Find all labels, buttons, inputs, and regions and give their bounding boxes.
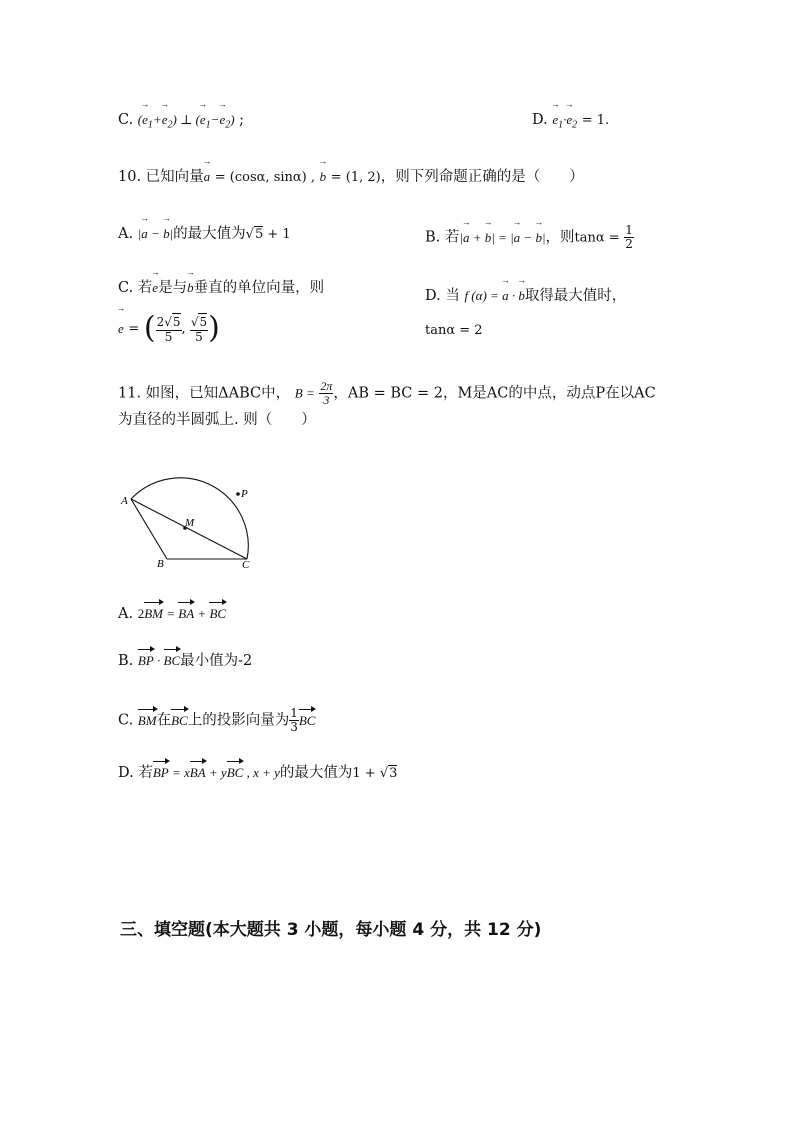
q9-option-c: C. (→ $e_1+\to e_2$) ⊥ (→ $e_1-\to e_2$) ; [118, 110, 244, 136]
section-3-heading: 三、填空题(本大题共 3 小题，每小题 4 分，共 12 分) [120, 920, 542, 940]
q11-option-b: B. BP · BC最小值为-2 [118, 653, 253, 669]
q10-option-c: C. 若→ e是与→ b垂直的单位向量，则 [118, 278, 324, 298]
q10-option-b: B. 若|→ a + → b| = |→ a − → b|，则tanα = $\frac{1}{2}$ [425, 224, 634, 251]
q11-figure [115, 460, 295, 575]
q11-option-d: D. 若BP = xBA + yBC , x + y的最大值为1 + √3 [118, 765, 398, 781]
fraction-one-half: $\frac{1}{2}$ [625, 223, 633, 251]
label-m: M [185, 517, 195, 529]
label-a: A [121, 495, 128, 507]
label-p: P [241, 488, 248, 500]
q11-option-a: A. 2BM = BA + BC [118, 606, 227, 622]
q10-optd-tan: tanα = 2 [425, 323, 483, 338]
q10-option-a: A. |→ a − → b|的最大值为√5 + 1 [118, 224, 291, 245]
label-c: C [242, 559, 250, 571]
q10-optc-vector: → e = ( $\frac{2√5}{5}$ , $\frac{√5}{5}$ ) [118, 313, 220, 345]
q11-option-c: C. BM在BC上的投影向量为 $\frac{1}{3}$ BC [118, 706, 316, 734]
q10-stem: 10. 已知向量→ a = (cosα, sinα) , → b = (1, 2)，则下列命题正确的是（ ） [118, 167, 584, 188]
point-p [236, 492, 240, 496]
q9-option-d: D. → $e_1\cdot\to e_2 = 1$. [532, 110, 609, 136]
fraction-2pi-over-3: $\frac{2\pi}{3}$ [320, 379, 333, 407]
q10-option-d: D. 当 f (α) = → a · → b取得最大值时， [425, 286, 626, 306]
q11-stem-line1: 11. 如图，已知ΔABC中， B = $\frac{2\pi}{3}$ ，AB = BC = 2，M是AC的中点，动点P在以AC [118, 379, 656, 407]
label-b: B [157, 558, 164, 570]
q11-stem-line2: 为直径的半圆弧上. 则（ ） [118, 412, 316, 428]
q9-optc-formula: (→ $e_1+\to e_2$) ⊥ (→ $e_1-\to e_2$) [138, 112, 235, 127]
